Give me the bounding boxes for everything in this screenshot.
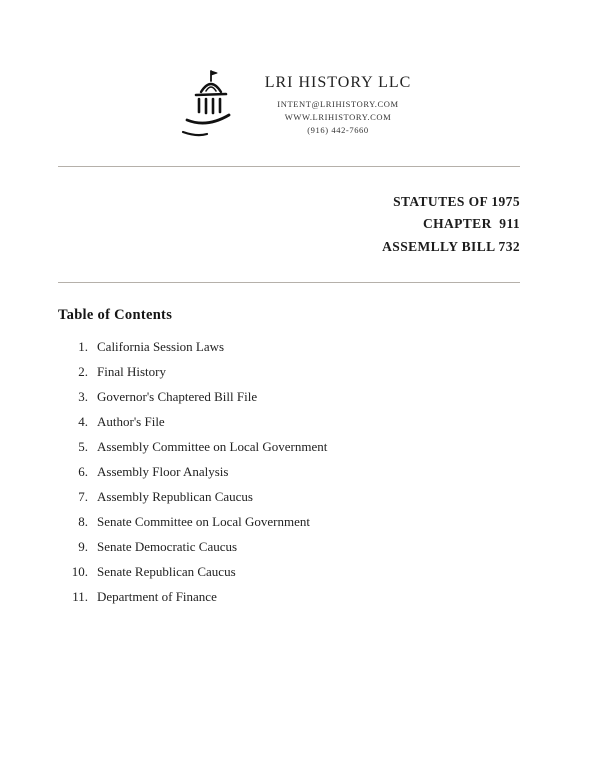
toc-item-label: Governor's Chaptered Bill File [97, 388, 258, 404]
toc-item [58, 365, 520, 378]
toc-item-label: Assembly Committee on Local Government [97, 438, 328, 454]
toc-item-label: Final History [97, 363, 166, 379]
toc-item-label: Assembly Floor Analysis [97, 463, 229, 479]
statutes-block [58, 191, 520, 258]
toc-item-number: 4. [78, 413, 88, 429]
toc-item [58, 540, 520, 553]
company-website: WWW.LRIHISTORY.COM [284, 112, 392, 123]
toc-item-label: Department of Finance [97, 588, 217, 604]
toc-item-number: 3. [78, 388, 88, 404]
toc-item [58, 590, 520, 603]
divider-bottom [58, 282, 520, 283]
toc-item-label: Assembly Republican Caucus [97, 488, 253, 504]
toc-item [58, 465, 520, 478]
toc-item [58, 565, 520, 578]
capitol-dome-logo-icon [177, 68, 239, 140]
statutes-bill: ASSEMLLY BILL 732 [382, 238, 520, 254]
toc-item-label: Author's File [97, 413, 165, 429]
statutes-chapter: CHAPTER 911 [422, 216, 520, 232]
toc-list [58, 340, 520, 603]
toc-heading: Table of Contents [58, 306, 173, 323]
toc-item-number: 8. [78, 513, 88, 529]
toc-item-label: California Session Laws [97, 338, 225, 354]
toc-item-number: 9. [78, 538, 88, 554]
toc-item [58, 415, 520, 428]
toc-item [58, 340, 520, 353]
toc-item [58, 390, 520, 403]
toc-item [58, 490, 520, 503]
company-phone: (916) 442-7660 [307, 125, 369, 136]
divider-top [58, 166, 520, 167]
toc-item [58, 515, 520, 528]
company-email: INTENT@LRIHISTORY.COM [277, 99, 399, 109]
toc-item-number: 10. [71, 563, 88, 579]
company-name: LRI HISTORY LLC [264, 74, 412, 91]
toc-item-number: 6. [78, 463, 88, 479]
toc-item [58, 440, 520, 453]
toc-item-number: 5. [78, 438, 88, 454]
toc-item-number: 7. [78, 488, 88, 504]
toc-item-label: Senate Democratic Caucus [97, 538, 238, 554]
toc-item-number: 2. [78, 363, 88, 379]
letterhead-text [265, 66, 412, 138]
toc-item-number: 1. [78, 338, 88, 354]
statutes-year: STATUTES OF 1975 [393, 194, 520, 209]
letterhead [68, 66, 520, 140]
toc-item-number: 11. [72, 588, 88, 604]
toc-item-label: Senate Republican Caucus [97, 563, 236, 579]
toc-item-label: Senate Committee on Local Government [97, 513, 310, 529]
